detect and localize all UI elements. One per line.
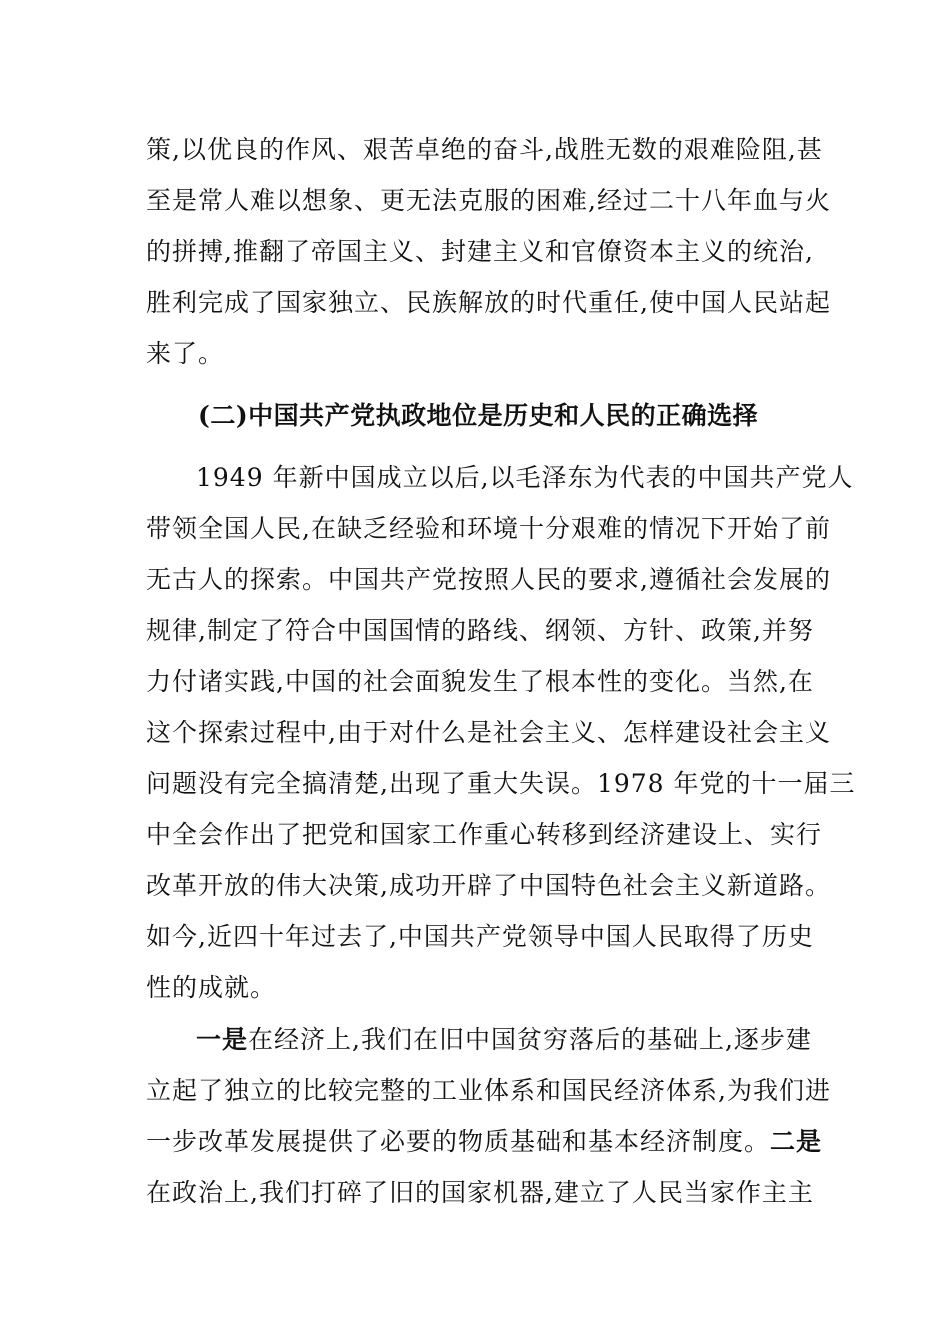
- emphasis-label: 二是: [770, 1127, 823, 1156]
- section-heading: (二)中国共产党执政地位是历史和人民的正确选择: [198, 401, 759, 430]
- text-line: 力付诸实践,中国的社会面貌发生了根本性的变化。当然,在: [146, 667, 814, 696]
- text-line: 胜利完成了国家独立、民族解放的时代重任,使中国人民站起: [146, 288, 831, 317]
- text-line: 性的成就。: [146, 973, 277, 1002]
- text-line: 问题没有完全搞清楚,出现了重大失误。1978 年党的十一届三: [146, 769, 856, 798]
- text-line: 这个探索过程中,由于对什么是社会主义、怎样建设社会主义: [146, 718, 831, 747]
- emphasis-label: 一是: [196, 1025, 249, 1054]
- text-span: 一步改革发展提供了必要的物质基础和基本经济制度。: [146, 1127, 771, 1156]
- text-line: 改革开放的伟大决策,成功开辟了中国特色社会主义新道路。: [146, 871, 831, 900]
- text-line: 中全会作出了把党和国家工作重心转移到经济建设上、实行: [146, 820, 823, 849]
- text-line: [196, 1025, 812, 1055]
- text-line: 在政治上,我们打碎了旧的国家机器,建立了人民当家作主主: [146, 1178, 814, 1207]
- text-line: 的拼搏,推翻了帝国主义、封建主义和官僚资本主义的统治,: [146, 237, 814, 266]
- text-line: [146, 1127, 823, 1157]
- text-line: 来了。: [146, 339, 225, 368]
- text-line: 策,以优良的作风、艰苦卓绝的奋斗,战胜无数的艰难险阻,甚: [146, 135, 823, 164]
- text-line: 1949 年新中国成立以后,以毛泽东为代表的中国共产党人: [196, 463, 854, 492]
- text-line: 立起了独立的比较完整的工业体系和国民经济体系,为我们进: [146, 1076, 831, 1105]
- text-line: 规律,制定了符合中国国情的路线、纲领、方针、政策,并努: [146, 616, 814, 645]
- text-line: 至是常人难以想象、更无法克服的困难,经过二十八年血与火: [146, 186, 831, 215]
- text-line: 如今,近四十年过去了,中国共产党领导中国人民取得了历史: [146, 922, 814, 951]
- text-span: 在经济上,我们在旧中国贫穷落后的基础上,逐步建: [248, 1025, 812, 1054]
- text-line: 带领全国人民,在缺乏经验和环境十分艰难的情况下开始了前: [146, 514, 831, 543]
- text-line: 无古人的探索。中国共产党按照人民的要求,遵循社会发展的: [146, 565, 831, 594]
